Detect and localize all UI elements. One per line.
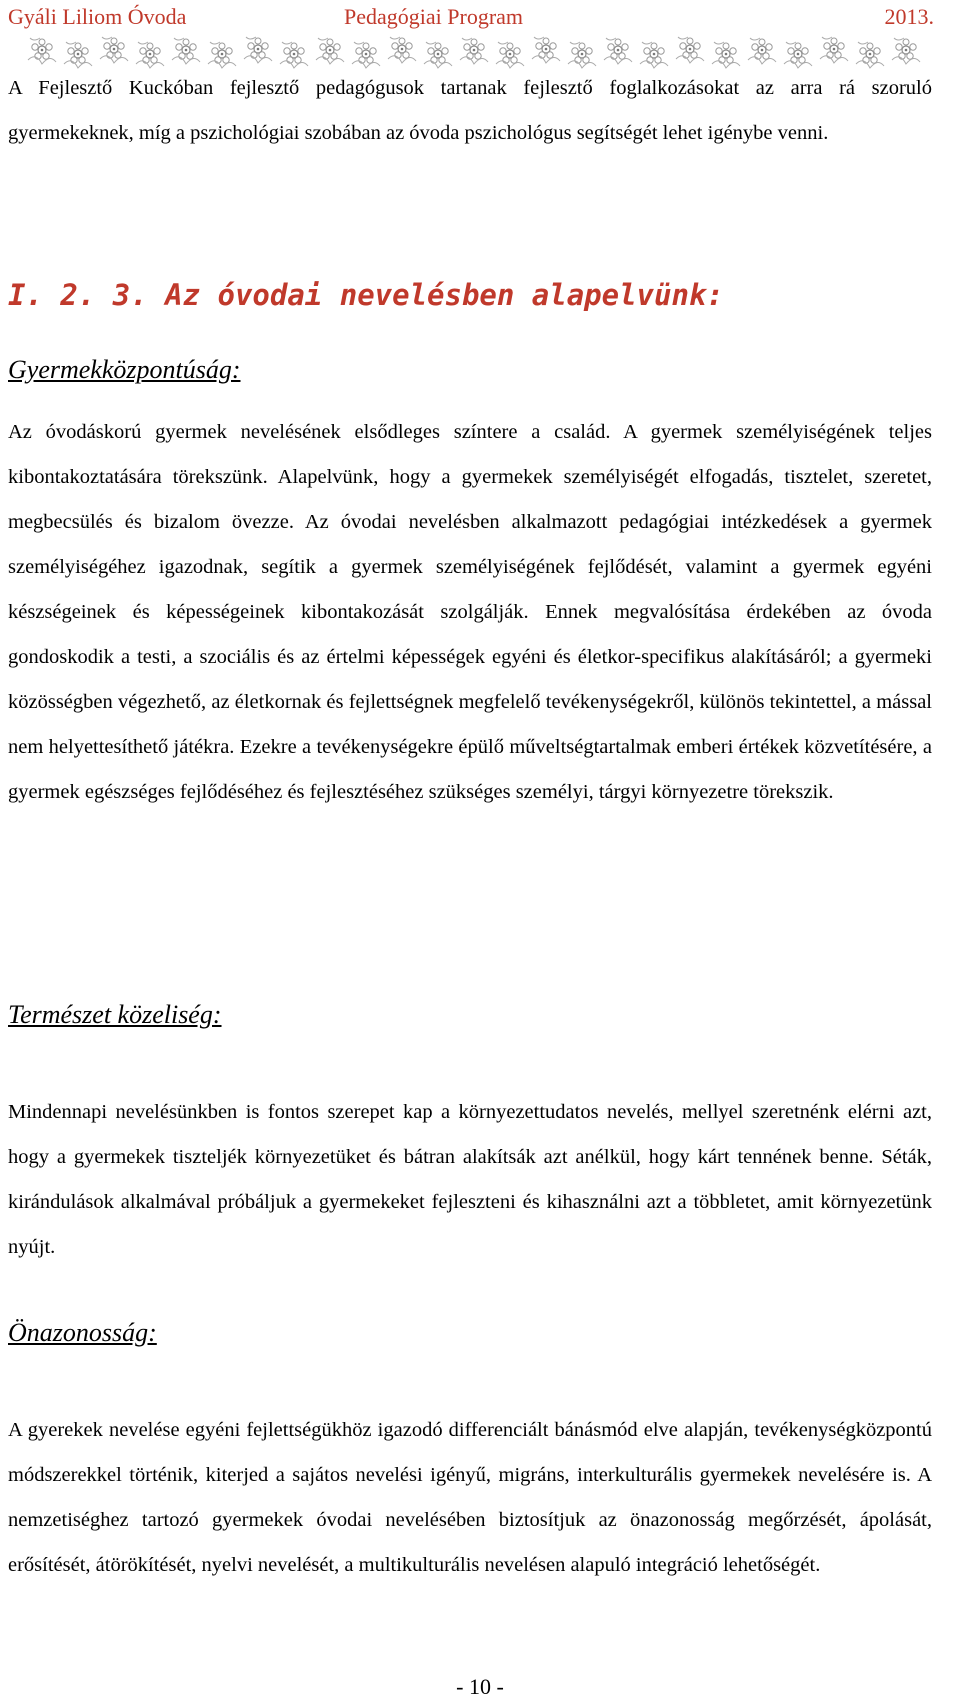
subsection-title-child-centeredness: Gyermekközpontúság: <box>8 355 241 384</box>
child-centeredness-paragraph: Az óvodáskorú gyermek nevelésének elsődleges színtere a család. A gyermek személyiségének teljes kibontakoztatására törekszünk. Alapelvünk, hogy a gyermekek személyiségét elfogadás, tisztelet, szeretet, megbecsülés és bizalom övezze. Az óvodai nevelésben alkalmazott pedagógiai intézkedések a gyermek személyiségéhez igazodnak, segítik a gyermek személyiségének fejlődését, valamint a gyermek egyéni készségeinek és képességeinek kibontakozását szolgálják. Ennek megvalósítása érdekében az óvoda gondoskodik a testi, a szociális és az értelmi képességek egyéni és életkor-specifikus alakításáról; a gyermeki közösségben végezhető, az életkornak és fejlettségnek megfelelő tevékenységekről, különös tekintettel, a mással nem helyettesíthető játékra. Ezekre a tevékenységekre épülő műveltségtartalmak emberi értékek közvetítésére, a gyermek egészséges fejlődéséhez és fejlesztéséhez szükséges személyi, tárgyi környezetre törekszik. <box>8 421 932 803</box>
nature-closeness-paragraph: Mindennapi nevelésünkben is fontos szerepet kap a környezettudatos nevelés, mellyel szeretnénk elérni azt, hogy a gyermekek tiszteljék környezetüket és bátran alakítsák azt anélkül, hogy kárt tennének benne. Séták, kirándulások alkalmával próbáljuk a gyermekeket fejleszteni és kihasználni azt a többletet, amit környezetünk nyújt. <box>8 1101 932 1258</box>
page-number: - 10 - <box>456 1674 504 1699</box>
header-year: 2013. <box>884 4 934 29</box>
intro-paragraph: A Fejlesztő Kuckóban fejlesztő pedagógusok tartanak fejlesztő foglalkozásokat az arra rá szoruló gyermekeknek, míg a pszichológiai szobában az óvoda pszichológus segítségét lehet igénybe venni. <box>8 77 932 144</box>
self-identity-paragraph: A gyerekek nevelése egyéni fejlettségükhöz igazodó differenciált bánásmód elve alapján, tevékenységközpontú módszerekkel történik, kiterjed a sajátos nevelési igényű, migráns, interkulturális gyermekek nevelésére is. A nemzetiséghez tartozó gyermekek óvodai nevelésében biztosítjuk az önazonosság megőrzését, ápolását, erősítését, átörökítését, nyelvi nevelését, a multikulturális nevelésen alapuló integráció lehetőségét. <box>8 1419 932 1576</box>
section-heading: I. 2. 3. Az óvodai nevelésben alapelvünk: <box>8 278 724 312</box>
header-institution: Gyáli Liliom Óvoda <box>8 4 187 29</box>
subsection-title-self-identity: Önazonosság: <box>8 1318 157 1347</box>
page-header <box>8 4 934 32</box>
header-document-title: Pedagógiai Program <box>344 4 524 29</box>
subsection-title-nature-closeness: Természet közeliség: <box>8 1000 222 1029</box>
